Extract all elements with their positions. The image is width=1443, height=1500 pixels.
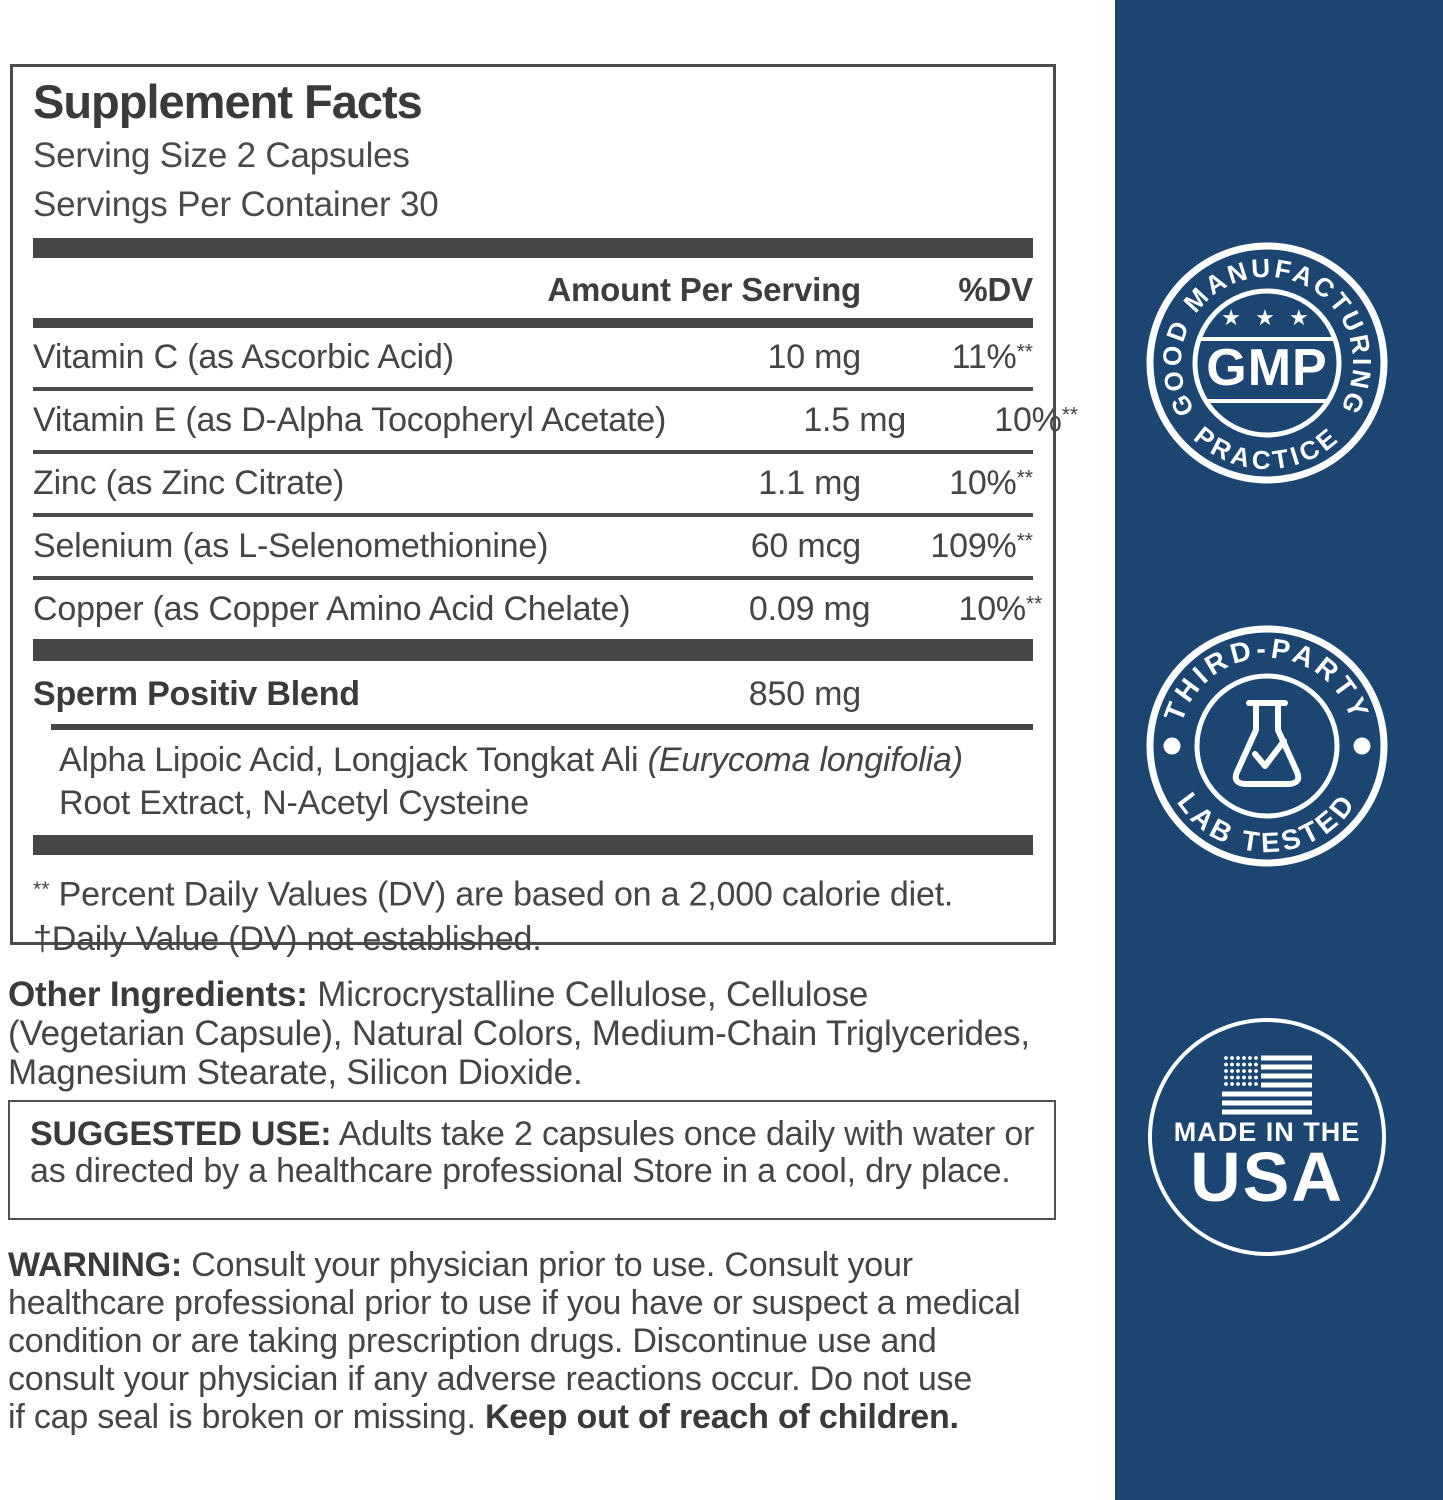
nutrient-name: Vitamin C (as Ascorbic Acid): [33, 337, 454, 376]
svg-text:PRACTICE: PRACTICE: [1188, 420, 1346, 476]
nutrient-name: Selenium (as L-Selenomethionine): [33, 526, 549, 565]
suggested-use-box: SUGGESTED USE: Adults take 2 capsules once daily with water or as directed by a healthcare professional Store in a cool, dry place.: [8, 1100, 1056, 1220]
warning-lead: WARNING:: [8, 1246, 183, 1284]
svg-text:THIRD-PARTY: THIRD-PARTY: [1158, 632, 1377, 726]
nutrient-amount: 10 mg: [767, 337, 861, 376]
other-ingredients-lead: Other Ingredients:: [8, 975, 308, 1014]
flask-icon: [1236, 703, 1299, 784]
gmp-stars-icon: ★ ★ ★: [1221, 305, 1313, 330]
nutrient-name: Zinc (as Zinc Citrate): [33, 463, 345, 502]
servings-per-container: Servings Per Container 30: [33, 184, 439, 224]
footnote-not-established: †Daily Value (DV) not established.: [33, 920, 542, 959]
other-ingredients: Other Ingredients: Microcrystalline Cellulose, Cellulose (Vegetarian Capsule), Natural Colors, Medium-Chain Triglycerides, Magnesium Stearate, Silicon Dioxide.: [8, 975, 1030, 1092]
warning-bold-tail: Keep out of reach of children.: [484, 1398, 959, 1436]
divider-medium-header: [33, 318, 1033, 328]
suggested-use-lead: SUGGESTED USE:: [30, 1115, 332, 1153]
divider-thick-blend: [33, 639, 1033, 661]
table-row: [33, 328, 1033, 387]
footnote-mark: **: [33, 877, 50, 901]
table-row: [33, 450, 1033, 513]
latin-name: (Eurycoma longifolia): [647, 740, 963, 779]
nutrient-dv: 10%**: [994, 400, 1079, 439]
warning-text: WARNING: Consult your physician prior to use. Consult your healthcare professional prior to use if you have or suspect a medical condition or are taking prescription drugs. Discontinue use and consult your physician if any adverse reactions occur. Do not use if cap seal is broken or missing. Keep out of reach of children.: [8, 1246, 1021, 1436]
header-dv: %DV: [958, 270, 1033, 308]
table-header: [33, 258, 1033, 318]
blend-description: Alpha Lipoic Acid, Longjack Tongkat Ali (Eurycoma longifolia) Root Extract, N-Acetyl Cysteine: [59, 740, 963, 822]
footnotes: [33, 855, 1033, 962]
panel-title: Supplement Facts: [33, 75, 422, 128]
nutrient-name: Vitamin E (as D-Alpha Tocopheryl Acetate): [33, 400, 667, 439]
blend-amount: 850 mg: [748, 674, 861, 713]
nutrient-amount: 1.5 mg: [803, 400, 907, 439]
gmp-badge-icon: [1132, 228, 1402, 498]
made-in-the-text: MADE IN THE: [1173, 1117, 1361, 1147]
lab-tested-badge-icon: [1132, 611, 1402, 881]
nutrient-dv: 109%**: [930, 526, 1033, 565]
badge-rail: [1115, 0, 1443, 1500]
nutrient-rows: [33, 328, 1079, 639]
divider-thick-foot: [33, 835, 1033, 855]
header-amount-per-serving: Amount Per Serving: [547, 270, 861, 308]
usa-text: USA: [1190, 1138, 1344, 1216]
gmp-text: GMP: [1206, 339, 1328, 397]
nutrient-amount: 0.09 mg: [748, 589, 871, 628]
made-in-usa-badge-icon: [1132, 1002, 1402, 1272]
svg-text:GOOD MANUFACTURING: GOOD MANUFACTURING: [1156, 252, 1378, 422]
svg-text:LAB TESTED: LAB TESTED: [1171, 786, 1363, 859]
nutrient-dv: 10%**: [949, 463, 1033, 502]
supplement-facts-panel: [10, 64, 1079, 959]
nutrient-amount: 1.1 mg: [758, 463, 861, 502]
serving-size: Serving Size 2 Capsules: [33, 135, 410, 175]
nutrient-name: Copper (as Copper Amino Acid Chelate): [33, 589, 631, 628]
table-row: [33, 576, 1043, 639]
footnote-dv: Percent Daily Values (DV) are based on a 2,000 calorie diet.: [49, 875, 954, 914]
blend-name: Sperm Positiv Blend: [33, 674, 360, 713]
divider-thick-top: [33, 238, 1033, 258]
blend-row: [33, 661, 1033, 724]
nutrient-amount: 60 mcg: [750, 526, 861, 565]
usa-flag-icon: [1222, 1056, 1312, 1115]
nutrient-dv: 11%**: [951, 337, 1033, 376]
nutrient-dv: 10%**: [958, 589, 1043, 628]
table-row: [33, 513, 1033, 576]
table-row: [33, 387, 1079, 450]
